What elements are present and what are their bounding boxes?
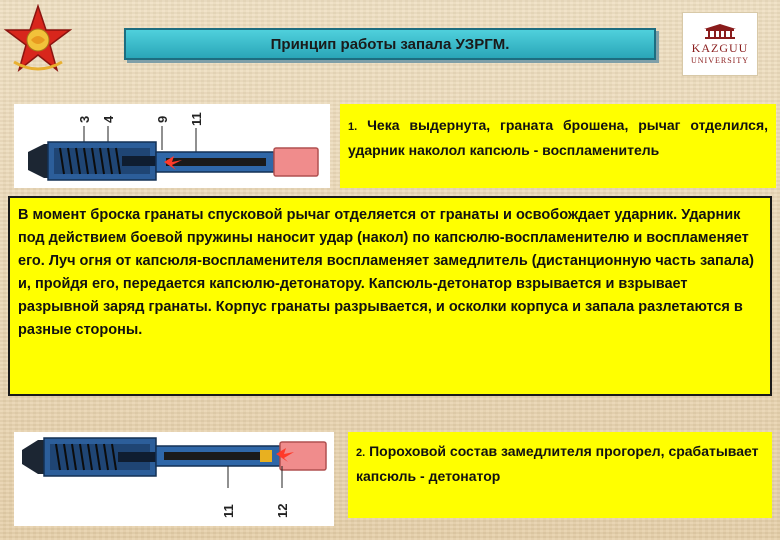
logo-name: KAZGUU <box>691 41 749 55</box>
step-2-number: 2. <box>356 447 366 459</box>
slide-title <box>124 28 656 60</box>
step-1-number: 1. <box>348 121 358 133</box>
step-1-text: Чека выдернута, граната брошена, рычаг отделился, ударник наколол капсюль - воспламенитель <box>348 117 769 158</box>
red-star-emblem <box>4 4 72 76</box>
building-icon <box>700 23 740 39</box>
label-12: 12 <box>275 503 290 518</box>
main-description-text: В момент броска гранаты спусковой рычаг отделяется от гранаты и освобождает ударник. Ударник под действием боевой пружины наносит удар (накол) по капсюлю-воспламенителю и воспламеняет его. Луч огня от капсюля-воспламенителя воспламеняет замедлитель (дистанционную часть запала) и, пройдя его, передается капсюлю-детонатору. Капсюль-детонатор взрывается и взрывает разрывной заряд гранаты. Корпус гранаты разрывается, и осколки корпуса и запала разлетаются в разные стороны. <box>18 207 754 338</box>
slide-title-text: Принцип работы запала УЗРГМ. <box>270 35 510 53</box>
label-11: 11 <box>189 112 204 126</box>
step-1-box <box>340 104 776 188</box>
label-9: 9 <box>155 115 170 123</box>
fuse-diagram-bottom <box>14 432 334 526</box>
logo-subtitle: UNIVERSITY <box>691 56 749 65</box>
label-3: 3 <box>77 115 92 123</box>
fuse-diagram-top <box>14 104 330 188</box>
university-logo <box>682 12 758 76</box>
label-11-bottom: 11 <box>221 504 236 518</box>
label-4: 4 <box>101 115 116 123</box>
step-2-text: Пороховой состав замедлителя прогорел, срабатывает капсюль - детонатор <box>356 443 759 484</box>
step-2-box <box>348 432 772 518</box>
main-description <box>8 196 772 396</box>
